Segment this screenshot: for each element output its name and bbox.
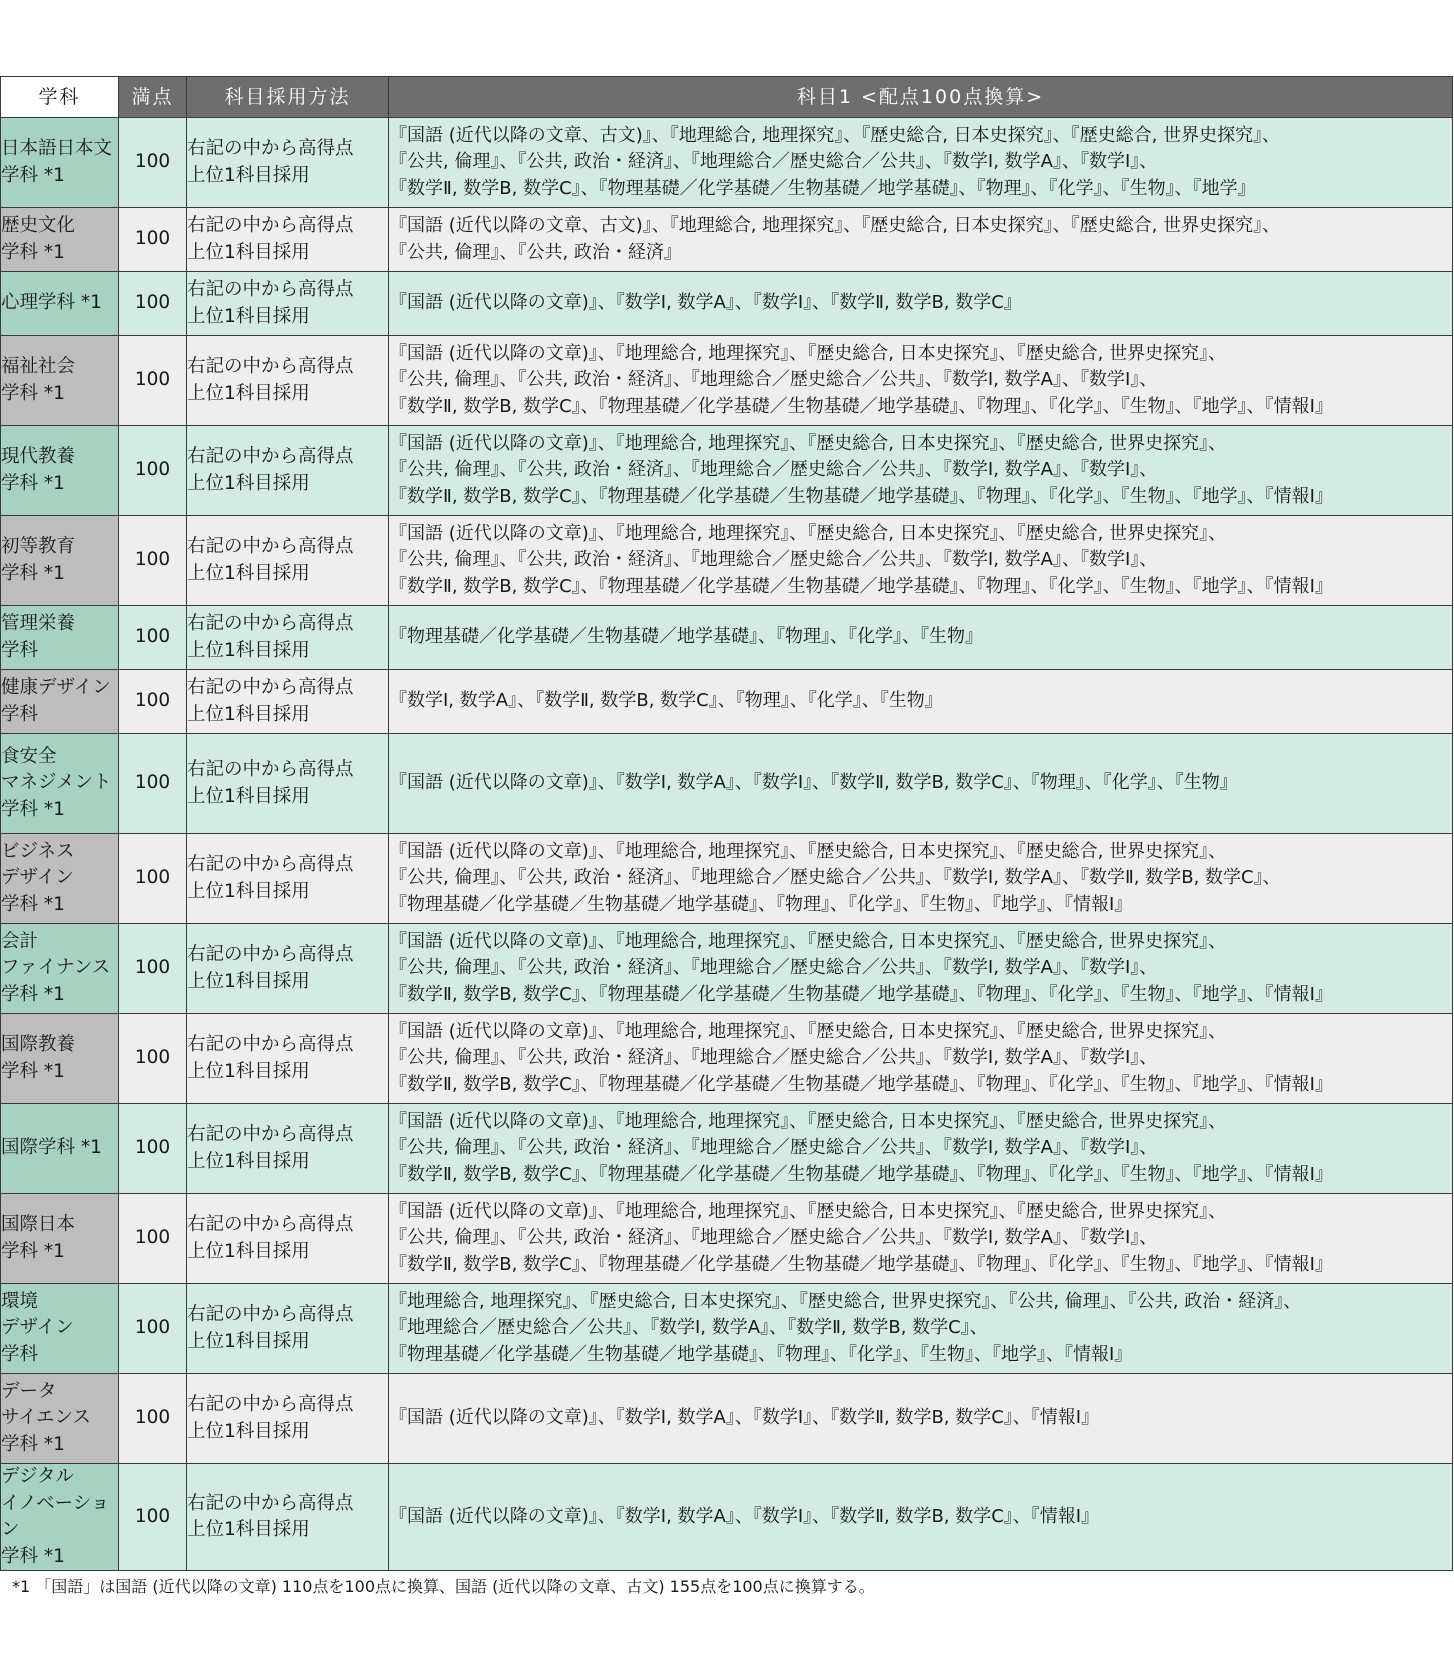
subjects-cell: 『国語 (近代以降の文章)』、『地理総合, 地理探究』、『歴史総合, 日本史探究』、『歴史総合, 世界史探究』、 『公共, 倫理』、『公共, 政治・経済』、『地理総合／歴史総合／公共』、『数学Ⅰ, 数学A』、『数学Ⅰ』、 『数学Ⅱ, 数学B, 数学C』、『物理基礎／化学基礎／生物基礎／地学基礎』、『物理』、『化学』、『生物』、『地学』、『情報Ⅰ』 (389, 336, 1453, 426)
method-cell: 右記の中から高得点 上位1科目採用 (187, 118, 389, 208)
department-cell: デジタル イノベーション 学科 *1 (1, 1464, 119, 1571)
score-cell: 100 (119, 1104, 187, 1194)
table-body (1, 118, 1453, 1571)
subjects-header: 科目1 <配点100点換算> (389, 77, 1453, 118)
subjects-cell: 『国語 (近代以降の文章)』、『地理総合, 地理探究』、『歴史総合, 日本史探究』、『歴史総合, 世界史探究』、 『公共, 倫理』、『公共, 政治・経済』、『地理総合／歴史総合／公共』、『数学Ⅰ, 数学A』、『数学Ⅰ』、 『数学Ⅱ, 数学B, 数学C』、『物理基礎／化学基礎／生物基礎／地学基礎』、『物理』、『化学』、『生物』、『地学』、『情報Ⅰ』 (389, 924, 1453, 1014)
score-cell: 100 (119, 426, 187, 516)
table-row (1, 1464, 1453, 1571)
method-cell: 右記の中から高得点 上位1科目採用 (187, 1374, 389, 1464)
department-cell: データ サイエンス 学科 *1 (1, 1374, 119, 1464)
subjects-cell: 『国語 (近代以降の文章)』、『地理総合, 地理探究』、『歴史総合, 日本史探究』、『歴史総合, 世界史探究』、 『公共, 倫理』、『公共, 政治・経済』、『地理総合／歴史総合／公共』、『数学Ⅰ, 数学A』、『数学Ⅰ』、 『数学Ⅱ, 数学B, 数学C』、『物理基礎／化学基礎／生物基礎／地学基礎』、『物理』、『化学』、『生物』、『地学』、『情報Ⅰ』 (389, 1014, 1453, 1104)
table-row (1, 118, 1453, 208)
score-cell: 100 (119, 1464, 187, 1571)
score-table (0, 76, 1453, 1571)
table-row (1, 1104, 1453, 1194)
department-cell: 初等教育 学科 *1 (1, 516, 119, 606)
table-row (1, 734, 1453, 834)
subjects-cell: 『国語 (近代以降の文章)』、『数学Ⅰ, 数学A』、『数学Ⅰ』、『数学Ⅱ, 数学B, 数学C』、『情報Ⅰ』 (389, 1464, 1453, 1571)
score-cell: 100 (119, 1374, 187, 1464)
table-row (1, 670, 1453, 734)
method-cell: 右記の中から高得点 上位1科目採用 (187, 1194, 389, 1284)
table-row (1, 1014, 1453, 1104)
score-cell: 100 (119, 272, 187, 336)
subjects-cell: 『国語 (近代以降の文章)』、『地理総合, 地理探究』、『歴史総合, 日本史探究』、『歴史総合, 世界史探究』、 『公共, 倫理』、『公共, 政治・経済』、『地理総合／歴史総合／公共』、『数学Ⅰ, 数学A』、『数学Ⅰ』、 『数学Ⅱ, 数学B, 数学C』、『物理基礎／化学基礎／生物基礎／地学基礎』、『物理』、『化学』、『生物』、『地学』、『情報Ⅰ』 (389, 516, 1453, 606)
header-row (1, 77, 1453, 118)
method-cell: 右記の中から高得点 上位1科目採用 (187, 1104, 389, 1194)
department-cell: 現代教養 学科 *1 (1, 426, 119, 516)
subjects-cell: 『地理総合, 地理探究』、『歴史総合, 日本史探究』、『歴史総合, 世界史探究』、『公共, 倫理』、『公共, 政治・経済』、 『地理総合／歴史総合／公共』、『数学Ⅰ, 数学A』、『数学Ⅱ, 数学B, 数学C』、 『物理基礎／化学基礎／生物基礎／地学基礎』、『物理』、『化学』、『生物』、『地学』、『情報Ⅰ』 (389, 1284, 1453, 1374)
method-cell: 右記の中から高得点 上位1科目採用 (187, 1284, 389, 1374)
score-cell: 100 (119, 924, 187, 1014)
table-row (1, 1194, 1453, 1284)
footnote: *1 「国語」は国語 (近代以降の文章) 110点を100点に換算、国語 (近代以降の文章、古文) 155点を100点に換算する。 (12, 1577, 875, 1596)
department-cell: 食安全 マネジメント 学科 *1 (1, 734, 119, 834)
score-cell: 100 (119, 834, 187, 924)
department-header: 学科 (1, 77, 119, 118)
department-cell: 歴史文化 学科 *1 (1, 208, 119, 272)
method-cell: 右記の中から高得点 上位1科目採用 (187, 606, 389, 670)
score-cell: 100 (119, 1284, 187, 1374)
method-cell: 右記の中から高得点 上位1科目採用 (187, 1014, 389, 1104)
table-row (1, 606, 1453, 670)
department-cell: 健康デザイン 学科 (1, 670, 119, 734)
table-row (1, 208, 1453, 272)
department-cell: 日本語日本文 学科 *1 (1, 118, 119, 208)
subjects-cell: 『物理基礎／化学基礎／生物基礎／地学基礎』、『物理』、『化学』、『生物』 (389, 606, 1453, 670)
method-cell: 右記の中から高得点 上位1科目採用 (187, 834, 389, 924)
department-cell: 国際教養 学科 *1 (1, 1014, 119, 1104)
method-cell: 右記の中から高得点 上位1科目採用 (187, 272, 389, 336)
score-cell: 100 (119, 336, 187, 426)
score-cell: 100 (119, 734, 187, 834)
department-cell: 国際日本 学科 *1 (1, 1194, 119, 1284)
method-cell: 右記の中から高得点 上位1科目採用 (187, 924, 389, 1014)
table-row (1, 924, 1453, 1014)
department-cell: 管理栄養 学科 (1, 606, 119, 670)
score-header: 満点 (119, 77, 187, 118)
method-cell: 右記の中から高得点 上位1科目採用 (187, 426, 389, 516)
subjects-cell: 『国語 (近代以降の文章)』、『地理総合, 地理探究』、『歴史総合, 日本史探究』、『歴史総合, 世界史探究』、 『公共, 倫理』、『公共, 政治・経済』、『地理総合／歴史総合／公共』、『数学Ⅰ, 数学A』、『数学Ⅱ, 数学B, 数学C』、 『物理基礎／化学基礎／生物基礎／地学基礎』、『物理』、『化学』、『生物』、『地学』、『情報Ⅰ』 (389, 834, 1453, 924)
subjects-cell: 『国語 (近代以降の文章)』、『数学Ⅰ, 数学A』、『数学Ⅰ』、『数学Ⅱ, 数学B, 数学C』、『物理』、『化学』、『生物』 (389, 734, 1453, 834)
table-row (1, 834, 1453, 924)
subjects-cell: 『国語 (近代以降の文章、古文)』、『地理総合, 地理探究』、『歴史総合, 日本史探究』、『歴史総合, 世界史探究』、 『公共, 倫理』、『公共, 政治・経済』、『地理総合／歴史総合／公共』、『数学Ⅰ, 数学A』、『数学Ⅰ』、 『数学Ⅱ, 数学B, 数学C』、『物理基礎／化学基礎／生物基礎／地学基礎』、『物理』、『化学』、『生物』、『地学』 (389, 118, 1453, 208)
score-cell: 100 (119, 606, 187, 670)
method-cell: 右記の中から高得点 上位1科目採用 (187, 1464, 389, 1571)
method-cell: 右記の中から高得点 上位1科目採用 (187, 734, 389, 834)
method-cell: 右記の中から高得点 上位1科目採用 (187, 516, 389, 606)
score-cell: 100 (119, 1014, 187, 1104)
department-cell: 環境 デザイン 学科 (1, 1284, 119, 1374)
table-row (1, 1374, 1453, 1464)
subjects-cell: 『国語 (近代以降の文章)』、『地理総合, 地理探究』、『歴史総合, 日本史探究』、『歴史総合, 世界史探究』、 『公共, 倫理』、『公共, 政治・経済』、『地理総合／歴史総合／公共』、『数学Ⅰ, 数学A』、『数学Ⅰ』、 『数学Ⅱ, 数学B, 数学C』、『物理基礎／化学基礎／生物基礎／地学基礎』、『物理』、『化学』、『生物』、『地学』、『情報Ⅰ』 (389, 1194, 1453, 1284)
score-cell: 100 (119, 516, 187, 606)
score-cell: 100 (119, 670, 187, 734)
table-row (1, 516, 1453, 606)
department-cell: ビジネス デザイン 学科 *1 (1, 834, 119, 924)
method-cell: 右記の中から高得点 上位1科目採用 (187, 670, 389, 734)
subjects-cell: 『国語 (近代以降の文章)』、『地理総合, 地理探究』、『歴史総合, 日本史探究』、『歴史総合, 世界史探究』、 『公共, 倫理』、『公共, 政治・経済』、『地理総合／歴史総合／公共』、『数学Ⅰ, 数学A』、『数学Ⅰ』、 『数学Ⅱ, 数学B, 数学C』、『物理基礎／化学基礎／生物基礎／地学基礎』、『物理』、『化学』、『生物』、『地学』、『情報Ⅰ』 (389, 1104, 1453, 1194)
department-cell: 国際学科 *1 (1, 1104, 119, 1194)
table-row (1, 426, 1453, 516)
department-cell: 心理学科 *1 (1, 272, 119, 336)
score-cell: 100 (119, 118, 187, 208)
subjects-cell: 『国語 (近代以降の文章)』、『数学Ⅰ, 数学A』、『数学Ⅰ』、『数学Ⅱ, 数学B, 数学C』 (389, 272, 1453, 336)
table-row (1, 336, 1453, 426)
subjects-cell: 『国語 (近代以降の文章)』、『地理総合, 地理探究』、『歴史総合, 日本史探究』、『歴史総合, 世界史探究』、 『公共, 倫理』、『公共, 政治・経済』、『地理総合／歴史総合／公共』、『数学Ⅰ, 数学A』、『数学Ⅰ』、 『数学Ⅱ, 数学B, 数学C』、『物理基礎／化学基礎／生物基礎／地学基礎』、『物理』、『化学』、『生物』、『地学』、『情報Ⅰ』 (389, 426, 1453, 516)
department-cell: 福祉社会 学科 *1 (1, 336, 119, 426)
method-cell: 右記の中から高得点 上位1科目採用 (187, 336, 389, 426)
table-row (1, 1284, 1453, 1374)
subjects-cell: 『国語 (近代以降の文章)』、『数学Ⅰ, 数学A』、『数学Ⅰ』、『数学Ⅱ, 数学B, 数学C』、『情報Ⅰ』 (389, 1374, 1453, 1464)
method-header: 科目採用方法 (187, 77, 389, 118)
method-cell: 右記の中から高得点 上位1科目採用 (187, 208, 389, 272)
subjects-cell: 『数学Ⅰ, 数学A』、『数学Ⅱ, 数学B, 数学C』、『物理』、『化学』、『生物』 (389, 670, 1453, 734)
subjects-cell: 『国語 (近代以降の文章、古文)』、『地理総合, 地理探究』、『歴史総合, 日本史探究』、『歴史総合, 世界史探究』、 『公共, 倫理』、『公共, 政治・経済』 (389, 208, 1453, 272)
score-cell: 100 (119, 1194, 187, 1284)
department-cell: 会計 ファイナンス 学科 *1 (1, 924, 119, 1014)
table-row (1, 272, 1453, 336)
score-cell: 100 (119, 208, 187, 272)
